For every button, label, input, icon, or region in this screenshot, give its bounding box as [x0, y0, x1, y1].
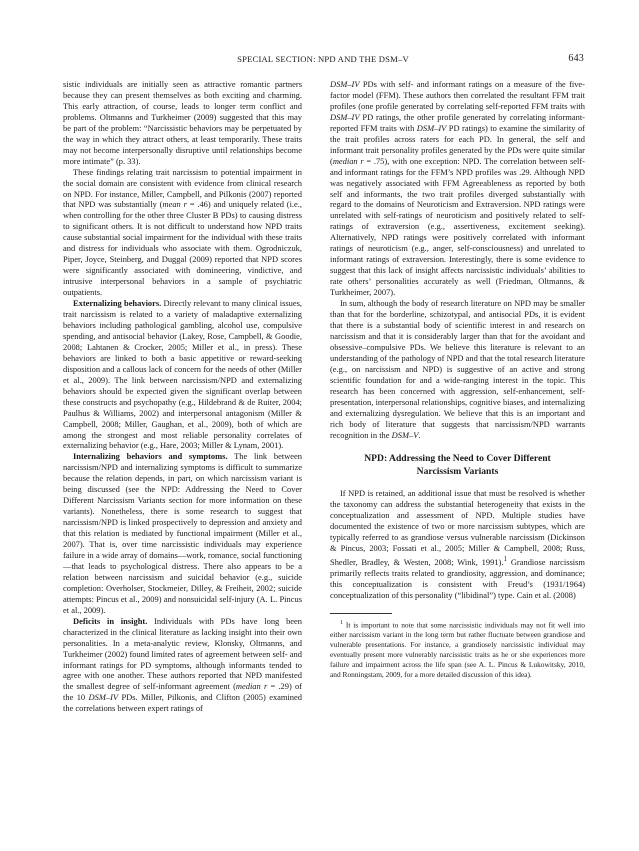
page-number: 643 — [568, 53, 584, 64]
paragraph-internalizing: Internalizing behaviors and symptoms. The link between narcissism/NPD and internalizing symptoms is difficult to summarize because the relation depends, in part, on which narcissism variant is being discussed (see the NPD: Addressing the Need to Cover Different Narcissism Variants section for more information on these variants). Nonetheless, there is some research to suggest that narcissism/NPD is linked prospectively to depression and anxiety and that this relation is mediated by functional impairment (Miller et al., 2007). That is, over time narcissistic individuals may experience failure in a wide array of domains—work, romance, social functioning—that leads to psychological distress. There also appears to be a relation between narcissism and suicidal behavior (e.g., suicide completion: Overholser, Stockmeier, Dilley, & Freiheit, 2002; suicide attempts: Pincus et al., 2009) and nonsuicidal self-injury (A. L. Pincus et al., 2009). — [63, 451, 303, 615]
run-in-heading: Internalizing behaviors and symptoms. — [73, 451, 228, 462]
paragraph: DSM–IV PDs with self- and informant ratings on a measure of the five-factor model (FFM). These authors then correlated the resultant FFM trait profiles (one profile generated by correlating self-reported FFM traits with DSM–IV PD ratings, the other profile generated by correlating informant-reported FFM traits with DSM–IV PD ratings) to examine the similarity of the trait profiles across raters for each PD. In general, the self and informant trait personality profiles generated by the PDs were quite similar (median r = .75), with one exception: NPD. The correlation between self- and informant ratings for the FFM’s NPD profiles was .29. Although NPD was negatively associated with FFM Agreeableness as reported by both self and informants, the two trait profiles diverged substantially with regard to the domains of Neuroticism and Extraversion. NPD ratings were unrelated with self-ratings of neuroticism and positively related to self-ratings of extraversion (e.g., assertiveness, excitement seeking). Alternatively, NPD ratings were positively correlated with informant ratings of neuroticism (e.g., anger, self-consciousness) and unrelated to informant ratings of extraversion. Interestingly, there is some evidence to suggest that this lack of insight affects narcissistic individuals’ abilities to rate others’ personalities accurately as well (Friedman, Oltmanns, & Turkheimer, 2007). — [330, 79, 585, 298]
section-heading: NPD: Addressing the Need to Cover Different Narcissism Variants — [364, 453, 551, 477]
paragraph: If NPD is retained, an additional issue that must be resolved is whether the taxonomy can address the substantial heterogeneity that exists in the conceptualization and assessment of NPD. Multiple studies have documented the existence of two or more narcissism subtypes, which are typically referred to as grandiose versus vulnerable narcissism (Dickinson & Pincus, 2003; Fossati et al., 2005; Miller & Campbell, 2008; Russ, Shedler, Bradley, & Westen, 2008; Wink, 1991).$^1$ Grandiose narcissism primarily reflects traits related to grandiosity, aggression, and dominance; this conceptualization is consistent with Freud’s (1931/1964) conceptualization of this personality (“libidinal”) type. Cain et al. (2008) — [330, 488, 585, 600]
paragraph-insight: Deficits in insight. Individuals with PDs have long been characterized in the clinical literature as lacking insight into their own personalities. In a meta-analytic review, Klonsky, Oltmanns, and Turkheimer (2002) found limited rates of agreement between self- and informant ratings for PD symptoms, although informants tended to agree with one another. These authors reported that NPD manifested the smallest degree of self-informant agreement (median r = .29) of the 10 DSM–IV PDs. Miller, Pilkonis, and Clifton (2005) examined the correlations between expert ratings of — [63, 615, 302, 714]
left-column — [63, 79, 302, 714]
paragraph: sistic individuals are initially seen as attractive romantic partners because they can present themselves as both exciting and charming. This early attraction, of course, leads to longer term conflict and problems. Oltmanns and Turkheimer (2009) suggested that this may be part of the problem: “Narcissistic behaviors may be perpetuated by the way in which they attract others, at least temporarily. These traits may not become interpersonally disruptive until relationships become more intimate” (p. 33). — [63, 79, 302, 166]
page-header — [62, 54, 584, 68]
right-column — [330, 79, 585, 680]
run-in-heading: Deficits in insight. — [73, 615, 148, 626]
footnote-divider — [330, 613, 392, 614]
paragraph: These findings relating trait narcissism to potential impairment in the social domain are consistent with evidence from clinical research on NPD. For instance, Miller, Campbell, and Pilkonis (2007) reported that NPD was substantially (mean r = .46) and uniquely related (i.e., when controlling for the other three Cluster B PDs) to causing distress to significant others. It is not difficult to understand how NPD traits cause substantial social impairment for the individual with these traits and distress for individuals who associate with them. Ogrodniczuk, Piper, Joyce, Steinberg, and Duggal (2009) reported that NPD scores were significantly associated with domineering, vindictive, and intrusive interpersonal behaviors in a sample of psychiatric outpatients. — [63, 166, 302, 298]
paragraph: In sum, although the body of research literature on NPD may be smaller than that for the borderline, schizotypal, and antisocial PDs, it is evident that there is a substantial body of scientific interest in and research on narcissism and that it is considerably larger than that for the avoidant and obsessive–compulsive PDs. We believe this literature is relevant to an understanding of the pathology of NPD and that the total research literature (e.g., on narcissism and NPD) is suggestive of an active and strong scientific foundation for and a wide-ranging interest in the topic. This research has been concerned with aggression, self-enhancement, self-presentation, interpersonal relationships, cognitive biases, and internalizing and externalizing dysregulation. We believe that this is an important and rich body of literature that suggests that narcissism/NPD warrants recognition in the DSM–V. — [330, 298, 585, 440]
footnote: $^1$ It is important to note that some narcissistic individuals may not fit well into either narcissism variant in the long term but rather fluctuate between grandiose and vulnerable presentations. For instance, a grandiosely narcissistic individual may eventually present more vulnerably narcissistic traits as he or she experiences more failure and impairment across the life span (see A. L. Pincus & Lukowitsky, 2010, and Ronningstam, 2009, for a more detailed discussion of this idea). — [330, 619, 585, 679]
run-in-heading: Externalizing behaviors. — [73, 298, 162, 309]
paragraph-externalizing: Externalizing behaviors. Directly relevant to many clinical issues, trait narcissism is related to a variety of maladaptive externalizing behaviors including pathological gambling, alcohol use, compulsive spending, and antisocial behavior (Lakey, Rose, Campbell, & Goodie, 2008; Lahtanen & Crocker, 2005; Miller et al., in press). These behaviors are linked to both a basic appetitive or reward-seeking disposition and a callous lack of concern for the needs of other (Miller et al., 2009). The link between narcissism/NPD and externalizing behaviors should be expected given the significant overlap between these constructs and psychopathy (e.g., Hildebrand & de Ruiter, 2004; Paulhus & Williams, 2002) and interpersonal antagonism (Miller & Campbell, 2008; Miller, Gaughan, et al., 2009), both of which are among the strongest and most reliable personality correlates of externalizing behavior (e.g., Hare, 2003; Miller & Lynam, 2001). — [63, 298, 302, 451]
running-head: SPECIAL SECTION: NPD AND THE DSM–V — [237, 54, 409, 64]
